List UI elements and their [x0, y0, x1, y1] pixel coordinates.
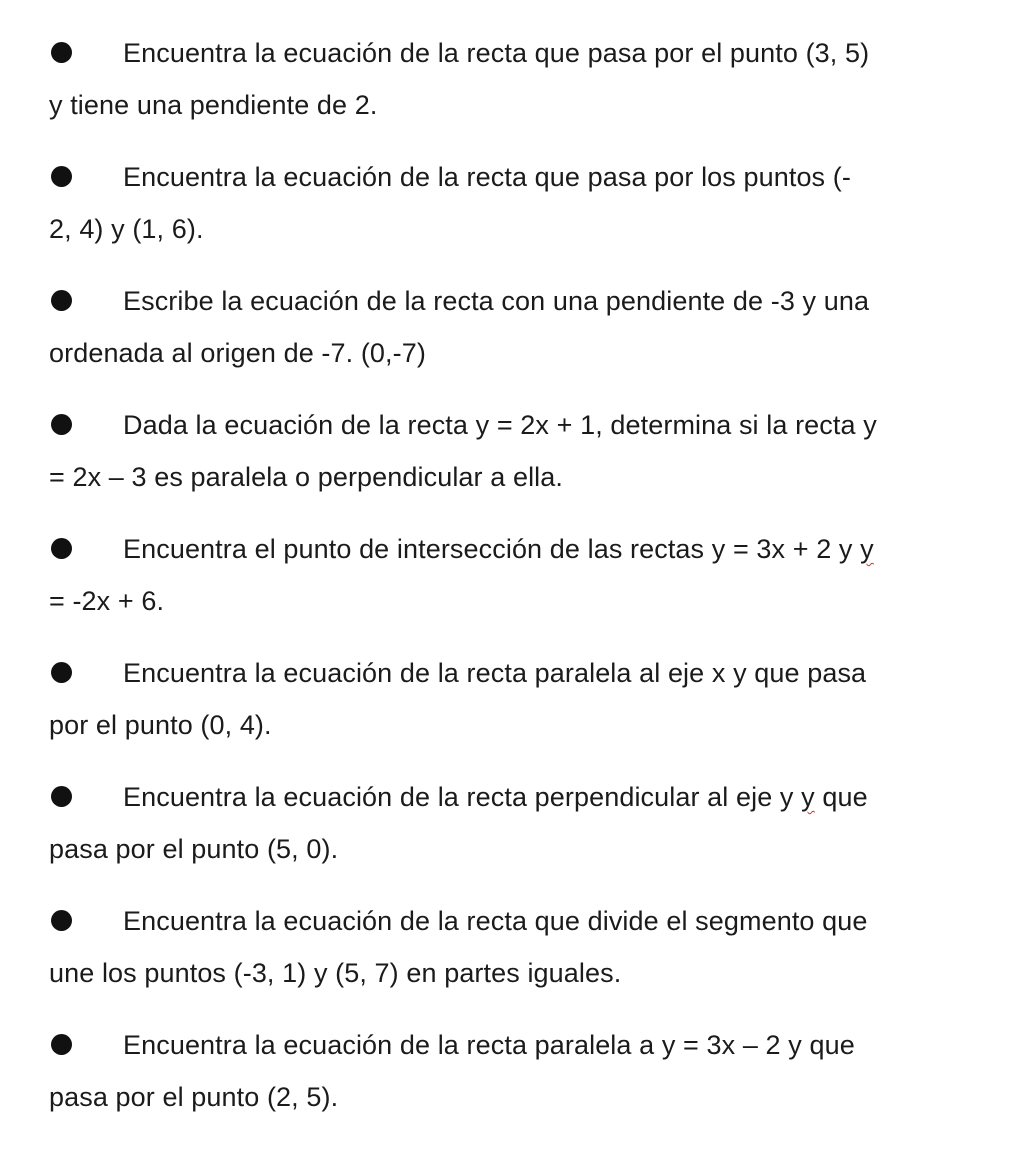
exercise-item [0, 898, 1010, 1008]
exercise-text-line: por el punto (0, 4). [49, 710, 272, 740]
exercise-text-line: ordenada al origen de -7. (0,-7) [49, 338, 426, 368]
bullet-icon [51, 166, 72, 187]
exercise-text-line: 2, 4) y (1, 6). [49, 214, 204, 244]
exercise-text-line: = 2x – 3 es paralela o perpendicular a ella. [49, 462, 563, 492]
exercise-item [0, 1022, 1010, 1132]
exercise-text-line: Encuentra la ecuación de la recta paralela al eje x y que pasa [123, 658, 867, 688]
exercise-text-segment: Encuentra el punto de intersección de las rectas y = 3x + 2 y [123, 534, 861, 564]
bullet-icon [51, 538, 72, 559]
bullet-icon [51, 290, 72, 311]
bullet-icon [51, 662, 72, 683]
exercise-text-segment: Encuentra la ecuación de la recta perpendicular al eje y [123, 782, 802, 812]
exercise-text-line: Encuentra la ecuación de la recta paralela a y = 3x – 2 y que [123, 1030, 855, 1060]
exercise-text-line: y tiene una pendiente de 2. [49, 90, 378, 120]
exercise-text-line: Dada la ecuación de la recta y = 2x + 1, determina si la recta y [123, 410, 877, 440]
exercise-text-line: une los puntos (-3, 1) y (5, 7) en partes iguales. [49, 958, 622, 988]
bullet-icon [51, 1034, 72, 1055]
exercise-text-line: = -2x + 6. [49, 586, 165, 616]
bullet-icon [51, 414, 72, 435]
exercise-item [0, 402, 1010, 512]
exercise-item [0, 154, 1010, 264]
exercise-text-segment: que [814, 782, 868, 812]
exercise-text-line [123, 532, 874, 566]
exercise-text-line [123, 780, 868, 814]
exercise-item [0, 30, 1010, 140]
exercise-item [0, 278, 1010, 388]
exercise-text-line: Encuentra la ecuación de la recta que pasa por los puntos (- [123, 162, 851, 192]
exercise-text-line: pasa por el punto (2, 5). [49, 1082, 339, 1112]
spellcheck-flagged-word: y [801, 782, 815, 812]
exercise-item [0, 774, 1010, 884]
bullet-icon [51, 786, 72, 807]
bullet-icon [51, 42, 72, 63]
exercise-text-line: Escribe la ecuación de la recta con una pendiente de -3 y una [123, 286, 870, 316]
exercise-text-line: Encuentra la ecuación de la recta que divide el segmento que [123, 906, 868, 936]
exercise-text-line: pasa por el punto (5, 0). [49, 834, 339, 864]
spellcheck-flagged-word: y [860, 534, 874, 564]
bullet-icon [51, 910, 72, 931]
exercise-text-line: Encuentra la ecuación de la recta que pasa por el punto (3, 5) [123, 38, 870, 68]
exercise-item [0, 526, 1010, 636]
exercise-item [0, 650, 1010, 760]
